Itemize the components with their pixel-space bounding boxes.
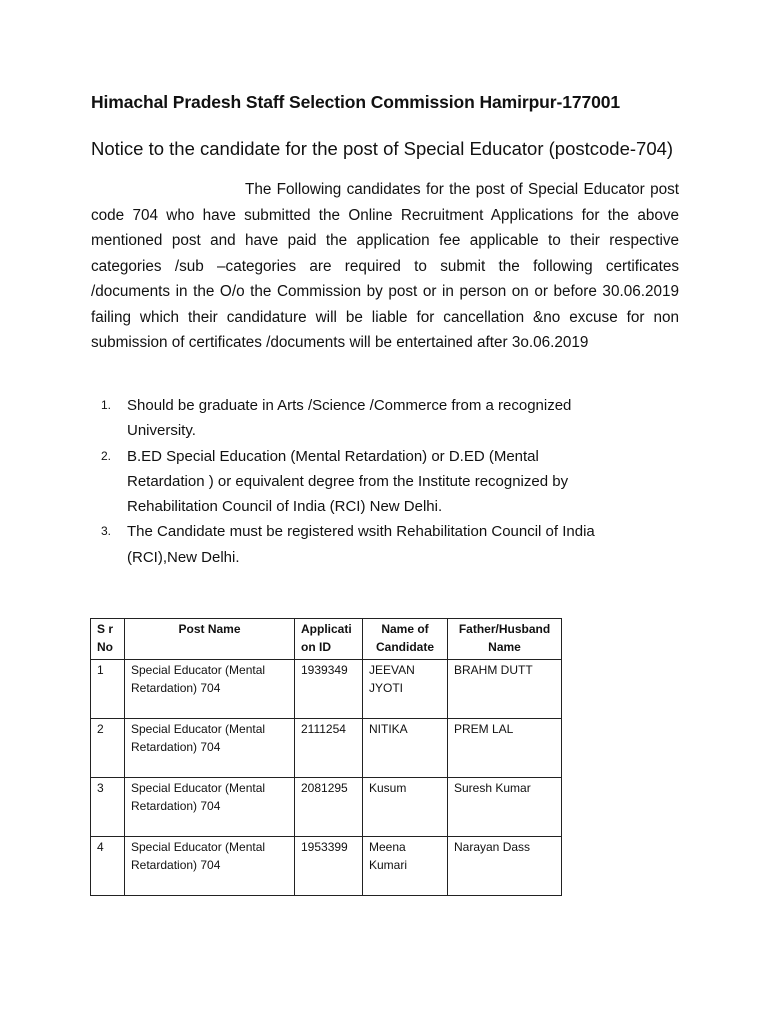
requirement-item xyxy=(101,444,601,520)
requirement-number: 2. xyxy=(101,448,112,463)
table-header-row xyxy=(91,619,562,660)
header-sr-no: S r No xyxy=(91,619,125,660)
cell-application-id: 2081295 xyxy=(295,778,363,837)
cell-sr-no: 4 xyxy=(91,837,125,896)
cell-application-id: 1939349 xyxy=(295,660,363,719)
table-row xyxy=(91,719,562,778)
cell-candidate-name: Kusum xyxy=(363,778,448,837)
header-application-id: Applicati on ID xyxy=(295,619,363,660)
header-father-husband-name: Father/Husband Name xyxy=(448,619,562,660)
cell-post-name: Special Educator (Mental Retardation) 704 xyxy=(125,778,295,837)
cell-application-id: 1953399 xyxy=(295,837,363,896)
requirement-text: The Candidate must be registered wsith Rehabilitation Council of India (RCI),New Delhi. xyxy=(127,523,595,566)
requirement-number: 3. xyxy=(101,524,112,539)
notice-title: Notice to the candidate for the post of Special Educator (postcode-704) xyxy=(91,138,674,159)
candidates-table xyxy=(90,618,562,896)
cell-post-name: Special Educator (Mental Retardation) 704 xyxy=(125,660,295,719)
cell-father-husband-name: Narayan Dass xyxy=(448,837,562,896)
requirements-list xyxy=(101,393,601,570)
requirement-item xyxy=(101,393,601,444)
requirement-text: B.ED Special Education (Mental Retardation) or D.ED (Mental Retardation ) or equivalent degree from the Institute recognized by Rehabilitation Council of India (RCI) New Delhi. xyxy=(127,447,569,516)
requirement-text: Should be graduate in Arts /Science /Commerce from a recognized University. xyxy=(127,397,572,440)
cell-sr-no: 2 xyxy=(91,719,125,778)
table-row xyxy=(91,778,562,837)
cell-father-husband-name: BRAHM DUTT xyxy=(448,660,562,719)
cell-application-id: 2111254 xyxy=(295,719,363,778)
cell-post-name: Special Educator (Mental Retardation) 704 xyxy=(125,719,295,778)
cell-sr-no: 1 xyxy=(91,660,125,719)
cell-father-husband-name: Suresh Kumar xyxy=(448,778,562,837)
requirement-item xyxy=(101,519,601,570)
notice-body-paragraph: The Following candidates for the post of Special Educator post code 704 who have submitted the Online Recruitment Applications for the above mentioned post and have paid the application fee applicable to their respective categories /sub –categories are required to submit the following certificates /documents in the O/o the Commission by post or in person on or before 30.06.2019 failing which their candidature will be liable for cancellation &no excuse for non submission of certificates /documents will be entertained after 3o.06.2019 xyxy=(91,181,679,351)
requirement-number: 1. xyxy=(101,398,112,412)
cell-candidate-name: Meena Kumari xyxy=(363,837,448,896)
header-candidate-name: Name of Candidate xyxy=(363,619,448,660)
cell-candidate-name: JEEVAN JYOTI xyxy=(363,660,448,719)
cell-sr-no: 3 xyxy=(91,778,125,837)
table-row xyxy=(91,837,562,896)
cell-father-husband-name: PREM LAL xyxy=(448,719,562,778)
header-post-name: Post Name xyxy=(125,619,295,660)
cell-post-name: Special Educator (Mental Retardation) 704 xyxy=(125,837,295,896)
table-row xyxy=(91,660,562,719)
cell-candidate-name: NITIKA xyxy=(363,719,448,778)
organization-title: Himachal Pradesh Staff Selection Commission Hamirpur-177001 xyxy=(91,92,621,112)
